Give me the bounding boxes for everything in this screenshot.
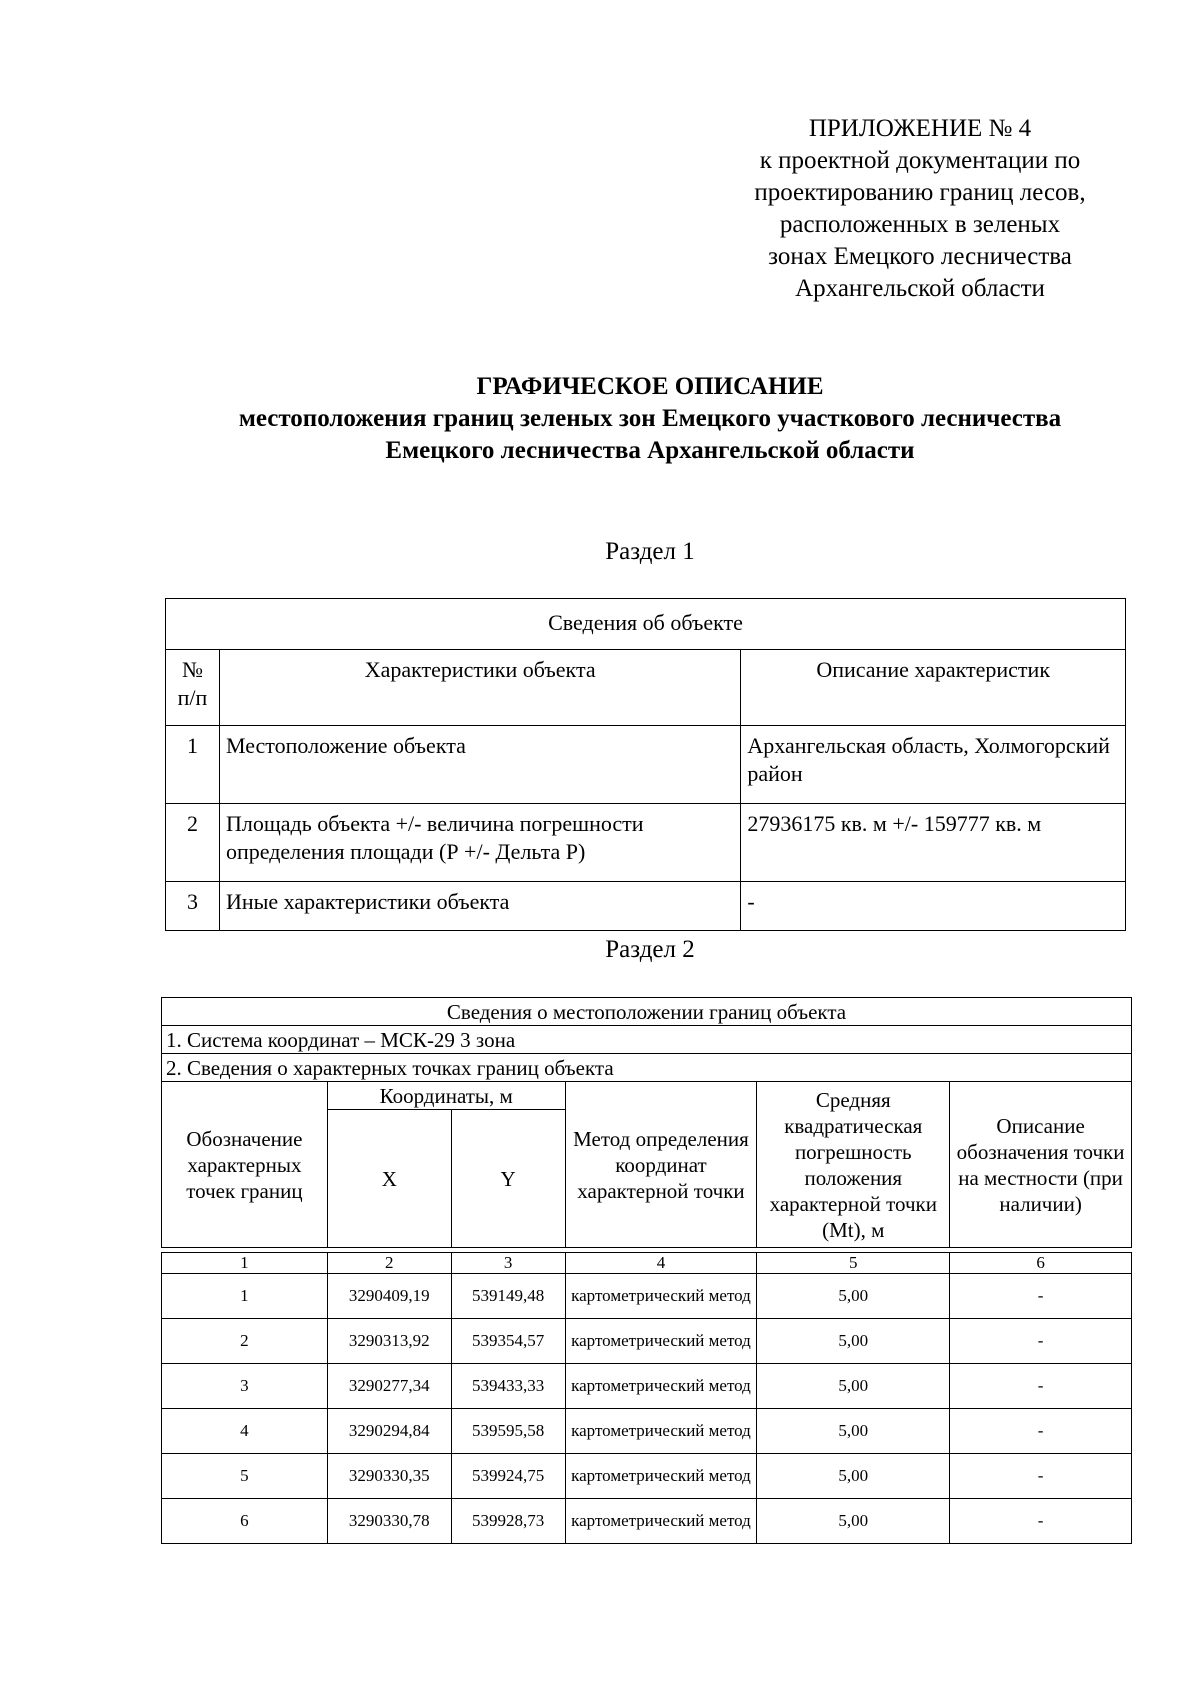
row-no: 3 (166, 882, 220, 931)
point-mt: 5,00 (757, 1499, 950, 1544)
title-line: ГРАФИЧЕСКОЕ ОПИСАНИЕ (476, 373, 824, 400)
col-number: 3 (451, 1253, 565, 1274)
col-number: 1 (162, 1253, 328, 1274)
col-char-header: Характеристики объекта (219, 650, 740, 726)
point-desc: - (950, 1319, 1132, 1364)
points-caption: 2. Сведения о характерных точках границ объекта (162, 1054, 1132, 1082)
method-header: Метод определения координат характерной точки (565, 1082, 757, 1248)
appendix-line: ПРИЛОЖЕНИЕ № 4 (808, 115, 1032, 142)
point-y: 539354,57 (451, 1319, 565, 1364)
point-x: 3290313,92 (327, 1319, 451, 1364)
col-number: 5 (757, 1253, 950, 1274)
col-desc-header: Описание характеристик (741, 650, 1126, 726)
row-desc: - (741, 882, 1126, 931)
row-desc: 27936175 кв. м +/- 159777 кв. м (741, 804, 1126, 882)
row-desc: Архангельская область, Холмогорский район (741, 726, 1126, 804)
point-desc: - (950, 1409, 1132, 1454)
point-id: 3 (162, 1364, 328, 1409)
object-info-table (165, 598, 1126, 931)
section1-heading: Раздел 1 (605, 538, 695, 565)
point-x: 3290330,35 (327, 1454, 451, 1499)
point-method: картометрический метод (565, 1409, 757, 1454)
table-row (162, 1409, 1132, 1454)
table-caption-row (166, 599, 1126, 650)
table-header-row (162, 1082, 1132, 1110)
col-number: 4 (565, 1253, 757, 1274)
table-header-row (166, 650, 1126, 726)
col-no-header: № п/п (166, 650, 220, 726)
point-y: 539149,48 (451, 1274, 565, 1319)
point-y: 539595,58 (451, 1409, 565, 1454)
row-no: 2 (166, 804, 220, 882)
row-char: Площадь объекта +/- величина погрешности определения площади (Р +/- Дельта Р) (219, 804, 740, 882)
point-desc: - (950, 1454, 1132, 1499)
point-id: 6 (162, 1499, 328, 1544)
point-x: 3290330,78 (327, 1499, 451, 1544)
point-method: картометрический метод (565, 1364, 757, 1409)
col-number: 6 (950, 1253, 1132, 1274)
appendix-line: проектированию границ лесов, (754, 179, 1086, 206)
designation-header: Обозначение характерных точек границ (162, 1082, 328, 1248)
coordinate-system: 1. Система координат – МСК-29 3 зона (162, 1026, 1132, 1054)
appendix-line: Архангельской области (795, 275, 1045, 302)
error-header: Средняя квадратическая погрешность положения характерной точки (Mt), м (757, 1082, 950, 1248)
table-row (166, 726, 1126, 804)
point-method: картометрический метод (565, 1499, 757, 1544)
point-id: 4 (162, 1409, 328, 1454)
points-body (162, 1274, 1132, 1544)
y-header: Y (451, 1110, 565, 1248)
appendix-line: зонах Емецкого лесничества (768, 243, 1072, 270)
coords-header: Координаты, м (327, 1082, 565, 1110)
point-method: картометрический метод (565, 1454, 757, 1499)
point-desc: - (950, 1499, 1132, 1544)
table-row (162, 1319, 1132, 1364)
table-row (162, 1454, 1132, 1499)
x-header: X (327, 1110, 451, 1248)
point-mt: 5,00 (757, 1274, 950, 1319)
point-method: картометрический метод (565, 1319, 757, 1364)
point-y: 539928,73 (451, 1499, 565, 1544)
table-row (166, 804, 1126, 882)
document-title (150, 371, 1150, 467)
table-row (162, 1499, 1132, 1544)
column-number-row (162, 1253, 1132, 1274)
point-id: 5 (162, 1454, 328, 1499)
points-caption-row (162, 1054, 1132, 1082)
point-y: 539433,33 (451, 1364, 565, 1409)
description-header: Описание обозначения точки на местности (при наличии) (950, 1082, 1132, 1248)
point-id: 1 (162, 1274, 328, 1319)
col-number: 2 (327, 1253, 451, 1274)
section2-heading: Раздел 2 (605, 936, 695, 963)
point-mt: 5,00 (757, 1409, 950, 1454)
title-line: местоположения границ зеленых зон Емецкого участкового лесничества (238, 405, 1062, 432)
object-info-caption: Сведения об объекте (166, 599, 1126, 650)
row-no: 1 (166, 726, 220, 804)
title-line: Емецкого лесничества Архангельской области (385, 437, 915, 464)
point-mt: 5,00 (757, 1319, 950, 1364)
point-x: 3290277,34 (327, 1364, 451, 1409)
table-row (166, 882, 1126, 931)
point-x: 3290294,84 (327, 1409, 451, 1454)
table-row (162, 1274, 1132, 1319)
point-x: 3290409,19 (327, 1274, 451, 1319)
point-desc: - (950, 1274, 1132, 1319)
point-id: 2 (162, 1319, 328, 1364)
coordinate-system-row (162, 1026, 1132, 1054)
row-char: Иные характеристики объекта (219, 882, 740, 931)
appendix-line: к проектной документации по (759, 147, 1081, 174)
appendix-line: расположенных в зеленых (779, 211, 1061, 238)
boundary-caption: Сведения о местоположении границ объекта (162, 998, 1132, 1026)
row-char: Местоположение объекта (219, 726, 740, 804)
point-mt: 5,00 (757, 1454, 950, 1499)
table-row (162, 1364, 1132, 1409)
point-desc: - (950, 1364, 1132, 1409)
point-y: 539924,75 (451, 1454, 565, 1499)
appendix-header (720, 113, 1120, 305)
table-caption-row (162, 998, 1132, 1026)
point-method: картометрический метод (565, 1274, 757, 1319)
point-mt: 5,00 (757, 1364, 950, 1409)
boundary-points-table (161, 997, 1132, 1544)
